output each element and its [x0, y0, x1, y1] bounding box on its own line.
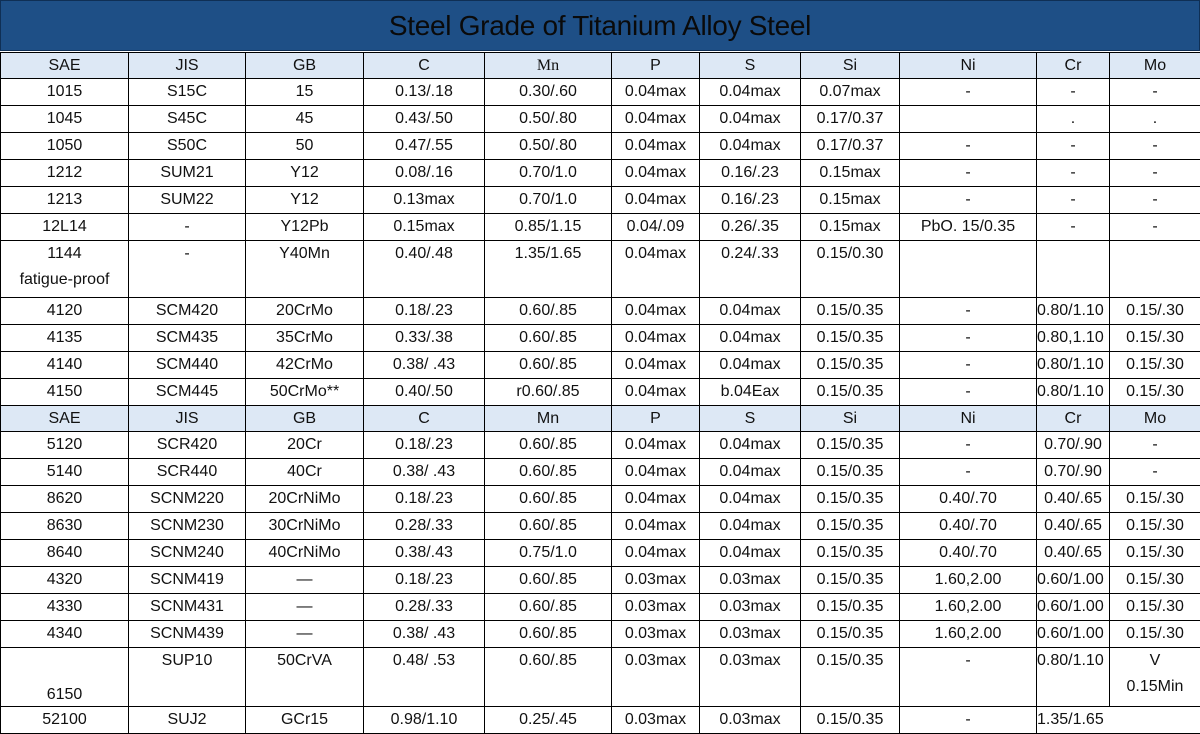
cell-c: 0.18/.23	[364, 567, 485, 594]
cell-sae: 1015	[1, 79, 129, 106]
cell-gb: —	[246, 621, 364, 648]
cell-sae: 4340	[1, 621, 129, 648]
column-header-ni: Ni	[900, 406, 1037, 432]
column-header-s: S	[700, 53, 801, 79]
cell-mo: -	[1110, 214, 1200, 241]
cell-p: 0.04max	[612, 298, 700, 325]
cell-jis: SCNM439	[129, 621, 246, 648]
cell-si: 0.15/0.35	[801, 352, 900, 379]
cell-cr: -	[1037, 133, 1110, 160]
table-row	[1, 459, 1200, 486]
cell-sae: 12L14	[1, 214, 129, 241]
column-header-sae: SAE	[1, 53, 129, 79]
cell-c: 0.38/.43	[364, 540, 485, 567]
table-row	[1, 594, 1200, 621]
table-row	[1, 540, 1200, 567]
cell-c: 0.47/.55	[364, 133, 485, 160]
cell-si: 0.15/0.35	[801, 379, 900, 406]
cell-cr: 0.40/.65	[1037, 540, 1110, 567]
cell-cr: 0.80/1.10	[1037, 352, 1110, 379]
cell-s: 0.04max	[700, 79, 801, 106]
cell-gb: 50CrMo**	[246, 379, 364, 406]
cell-c: 0.13/.18	[364, 79, 485, 106]
cell-si: 0.15max	[801, 187, 900, 214]
cell-mn: 1.35/1.65	[485, 241, 612, 298]
cell-p: 0.04max	[612, 106, 700, 133]
cell-ni: -	[900, 648, 1037, 707]
cell-si: 0.15/0.35	[801, 459, 900, 486]
cell-gb: Y12	[246, 160, 364, 187]
cell-p: 0.04/.09	[612, 214, 700, 241]
cell-s: 0.03max	[700, 567, 801, 594]
cell-sae: 1045	[1, 106, 129, 133]
cell-s: 0.03max	[700, 707, 801, 734]
table-row	[1, 187, 1200, 214]
table-row	[1, 486, 1200, 513]
cell-c: 0.15max	[364, 214, 485, 241]
cell-gb: 15	[246, 79, 364, 106]
cell-mn: 0.50/.80	[485, 133, 612, 160]
table-row	[1, 648, 1200, 707]
cell-c: 0.18/.23	[364, 486, 485, 513]
cell-mo: 0.15/.30	[1110, 298, 1200, 325]
cell-cr: .	[1037, 106, 1110, 133]
column-header-jis: JIS	[129, 406, 246, 432]
cell-mo: 0.15/.30	[1110, 540, 1200, 567]
cell-sae: 8640	[1, 540, 129, 567]
cell-s: 0.16/.23	[700, 187, 801, 214]
cell-si: 0.15/0.35	[801, 432, 900, 459]
cell-s: 0.03max	[700, 621, 801, 648]
cell-ni: 0.40/.70	[900, 513, 1037, 540]
table-row	[1, 513, 1200, 540]
cell-sae: 6150	[1, 648, 129, 707]
cell-s: b.04Eax	[700, 379, 801, 406]
cell-jis: -	[129, 214, 246, 241]
cell-sae: 1050	[1, 133, 129, 160]
cell-ni: -	[900, 325, 1037, 352]
table-row	[1, 133, 1200, 160]
cell-jis: SCR420	[129, 432, 246, 459]
cell-mn: 0.60/.85	[485, 352, 612, 379]
cell-cr: -	[1037, 160, 1110, 187]
cell-p: 0.04max	[612, 379, 700, 406]
table-row	[1, 432, 1200, 459]
cell-mo	[1110, 648, 1200, 707]
cell-mn: 0.60/.85	[485, 513, 612, 540]
cell-mn: 0.70/1.0	[485, 187, 612, 214]
cell-s: 0.16/.23	[700, 160, 801, 187]
cell-ni	[900, 241, 1037, 298]
column-header-jis: JIS	[129, 53, 246, 79]
table-row	[1, 379, 1200, 406]
table-row	[1, 160, 1200, 187]
cell-p: 0.04max	[612, 133, 700, 160]
cell-mo: 0.15/.30	[1110, 379, 1200, 406]
cell-ni: -	[900, 352, 1037, 379]
table-row	[1, 241, 1200, 298]
table-row	[1, 621, 1200, 648]
cell-p: 0.03max	[612, 594, 700, 621]
column-header-mo: Mo	[1110, 53, 1200, 79]
cell-mn: 0.70/1.0	[485, 160, 612, 187]
cell-cr: 0.80,1.10	[1037, 325, 1110, 352]
cell-mn: 0.60/.85	[485, 648, 612, 707]
cell-p: 0.04max	[612, 432, 700, 459]
cell-s: 0.03max	[700, 594, 801, 621]
cell-jis: SCM445	[129, 379, 246, 406]
cell-sae	[1, 241, 129, 298]
cell-ni: -	[900, 379, 1037, 406]
cell-gb: —	[246, 567, 364, 594]
cell-mo: -	[1110, 133, 1200, 160]
cell-mo: 0.15/.30	[1110, 513, 1200, 540]
table-row	[1, 214, 1200, 241]
cell-ni: -	[900, 432, 1037, 459]
cell-sae: 8620	[1, 486, 129, 513]
cell-gb: 50	[246, 133, 364, 160]
cell-s: 0.04max	[700, 540, 801, 567]
cell-s: 0.26/.35	[700, 214, 801, 241]
cell-mn: 0.85/1.15	[485, 214, 612, 241]
cell-jis: S50C	[129, 133, 246, 160]
cell-p: 0.04max	[612, 352, 700, 379]
cell-s: 0.03max	[700, 648, 801, 707]
cell-jis: SUJ2	[129, 707, 246, 734]
cell-jis: SCM420	[129, 298, 246, 325]
cell-mo	[1110, 241, 1200, 298]
cell-mo: -	[1110, 187, 1200, 214]
cell-si: 0.15/0.35	[801, 486, 900, 513]
cell-gb: 40Cr	[246, 459, 364, 486]
cell-jis: SUM21	[129, 160, 246, 187]
column-header-mo: Mo	[1110, 406, 1200, 432]
column-header-si: Si	[801, 53, 900, 79]
cell-ni: 1.60,2.00	[900, 567, 1037, 594]
cell-jis: SCNM220	[129, 486, 246, 513]
cell-gb: 20CrMo	[246, 298, 364, 325]
cell-ni: 1.60,2.00	[900, 621, 1037, 648]
cell-jis: SCNM240	[129, 540, 246, 567]
cell-sae: 4320	[1, 567, 129, 594]
cell-si: 0.07max	[801, 79, 900, 106]
cell-p: 0.04max	[612, 187, 700, 214]
cell-ni: -	[900, 298, 1037, 325]
cell-gb: 45	[246, 106, 364, 133]
cell-sae: 4120	[1, 298, 129, 325]
cell-c: 0.43/.50	[364, 106, 485, 133]
cell-gb: Y12	[246, 187, 364, 214]
cell-ni: 0.40/.70	[900, 540, 1037, 567]
column-header-c: C	[364, 53, 485, 79]
cell-c: 0.38/ .43	[364, 621, 485, 648]
cell-p: 0.04max	[612, 513, 700, 540]
table-row	[1, 325, 1200, 352]
header-row	[1, 53, 1200, 79]
cell-cr: -	[1037, 187, 1110, 214]
cell-p: 0.03max	[612, 707, 700, 734]
cell-jis: SCNM419	[129, 567, 246, 594]
cell-si: 0.15/0.35	[801, 298, 900, 325]
cell-c: 0.98/1.10	[364, 707, 485, 734]
table-row	[1, 707, 1200, 734]
cell-cr: 0.60/1.00	[1037, 621, 1110, 648]
cell-mn: 0.25/.45	[485, 707, 612, 734]
column-header-cr: Cr	[1037, 406, 1110, 432]
cell-cr: 0.80/1.10	[1037, 298, 1110, 325]
cell-si: 0.15/0.35	[801, 325, 900, 352]
cell-s: 0.04max	[700, 325, 801, 352]
cell-mn: 0.30/.60	[485, 79, 612, 106]
cell-c: 0.08/.16	[364, 160, 485, 187]
cell-cr: 1.35/1.65	[1037, 707, 1200, 734]
cell-gb: 40CrNiMo	[246, 540, 364, 567]
cell-sae: 4330	[1, 594, 129, 621]
cell-mn: 0.60/.85	[485, 432, 612, 459]
cell-jis: SUP10	[129, 648, 246, 707]
cell-cr: 0.40/.65	[1037, 513, 1110, 540]
cell-c: 0.18/.23	[364, 298, 485, 325]
column-header-mn: Mn	[485, 53, 612, 79]
cell-sae: 1213	[1, 187, 129, 214]
column-header-p: P	[612, 53, 700, 79]
cell-jis: SCNM230	[129, 513, 246, 540]
cell-gb: GCr15	[246, 707, 364, 734]
cell-cr: 0.70/.90	[1037, 432, 1110, 459]
cell-ni: -	[900, 160, 1037, 187]
cell-sae: 52100	[1, 707, 129, 734]
cell-ni: -	[900, 187, 1037, 214]
cell-c: 0.33/.38	[364, 325, 485, 352]
table-row	[1, 298, 1200, 325]
cell-mn: 0.60/.85	[485, 325, 612, 352]
cell-gb: 30CrNiMo	[246, 513, 364, 540]
cell-mn: 0.60/.85	[485, 621, 612, 648]
cell-c: 0.28/.33	[364, 594, 485, 621]
cell-gb: 50CrVA	[246, 648, 364, 707]
cell-sae: 5140	[1, 459, 129, 486]
cell-p: 0.04max	[612, 540, 700, 567]
sae-note: fatigue-proof	[1, 267, 128, 293]
cell-ni: PbO. 15/0.35	[900, 214, 1037, 241]
cell-gb: —	[246, 594, 364, 621]
cell-cr: 0.60/1.00	[1037, 594, 1110, 621]
cell-si: 0.17/0.37	[801, 133, 900, 160]
cell-s: 0.04max	[700, 513, 801, 540]
steel-grade-table	[0, 52, 1200, 734]
cell-si: 0.15/0.35	[801, 621, 900, 648]
cell-p: 0.04max	[612, 241, 700, 298]
cell-p: 0.03max	[612, 567, 700, 594]
cell-mo: -	[1110, 160, 1200, 187]
cell-mo: 0.15/.30	[1110, 486, 1200, 513]
cell-c: 0.38/ .43	[364, 459, 485, 486]
cell-s: 0.04max	[700, 432, 801, 459]
cell-mo: 0.15/.30	[1110, 325, 1200, 352]
column-header-gb: GB	[246, 53, 364, 79]
cell-c: 0.13max	[364, 187, 485, 214]
cell-p: 0.04max	[612, 486, 700, 513]
cell-si: 0.15max	[801, 160, 900, 187]
cell-gb: 35CrMo	[246, 325, 364, 352]
cell-sae: 1212	[1, 160, 129, 187]
table-row	[1, 567, 1200, 594]
table-title: Steel Grade of Titanium Alloy Steel	[0, 0, 1200, 51]
column-header-cr: Cr	[1037, 53, 1110, 79]
cell-sae: 5120	[1, 432, 129, 459]
cell-si: 0.15/0.35	[801, 513, 900, 540]
cell-p: 0.03max	[612, 621, 700, 648]
cell-mn: 0.60/.85	[485, 459, 612, 486]
cell-cr: -	[1037, 214, 1110, 241]
cell-cr: 0.70/.90	[1037, 459, 1110, 486]
cell-si: 0.15/0.35	[801, 594, 900, 621]
cell-jis: -	[129, 241, 246, 298]
column-header-sae: SAE	[1, 406, 129, 432]
cell-jis: SCNM431	[129, 594, 246, 621]
cell-si: 0.15max	[801, 214, 900, 241]
cell-ni	[900, 106, 1037, 133]
cell-mo: 0.15/.30	[1110, 621, 1200, 648]
mo-value: 0.15Min	[1110, 674, 1200, 700]
cell-gb: Y12Pb	[246, 214, 364, 241]
cell-ni: -	[900, 459, 1037, 486]
cell-mn: 0.60/.85	[485, 486, 612, 513]
cell-s: 0.04max	[700, 486, 801, 513]
cell-cr: 0.40/.65	[1037, 486, 1110, 513]
cell-mo: -	[1110, 432, 1200, 459]
cell-cr: 0.80/1.10	[1037, 648, 1110, 707]
cell-mo: -	[1110, 459, 1200, 486]
column-header-p: P	[612, 406, 700, 432]
mo-element: V	[1110, 648, 1200, 674]
column-header-mn: Mn	[485, 406, 612, 432]
cell-mo: 0.15/.30	[1110, 567, 1200, 594]
cell-gb: Y40Mn	[246, 241, 364, 298]
cell-cr: 0.80/1.10	[1037, 379, 1110, 406]
cell-si: 0.15/0.35	[801, 540, 900, 567]
cell-si: 0.15/0.35	[801, 567, 900, 594]
cell-s: 0.04max	[700, 298, 801, 325]
cell-c: 0.38/ .43	[364, 352, 485, 379]
cell-c: 0.18/.23	[364, 432, 485, 459]
cell-cr	[1037, 241, 1110, 298]
cell-sae: 4140	[1, 352, 129, 379]
cell-c: 0.40/.50	[364, 379, 485, 406]
cell-s: 0.04max	[700, 106, 801, 133]
table-row	[1, 352, 1200, 379]
cell-ni: 0.40/.70	[900, 486, 1037, 513]
cell-mo: -	[1110, 79, 1200, 106]
cell-si: 0.15/0.30	[801, 241, 900, 298]
cell-jis: SCM440	[129, 352, 246, 379]
cell-jis: SCR440	[129, 459, 246, 486]
cell-s: 0.04max	[700, 133, 801, 160]
cell-mn: 0.60/.85	[485, 594, 612, 621]
sae-grade: 1144	[1, 241, 128, 267]
cell-s: 0.04max	[700, 352, 801, 379]
cell-ni: -	[900, 79, 1037, 106]
cell-mo: 0.15/.30	[1110, 594, 1200, 621]
cell-p: 0.03max	[612, 648, 700, 707]
cell-jis: S45C	[129, 106, 246, 133]
column-header-ni: Ni	[900, 53, 1037, 79]
cell-p: 0.04max	[612, 79, 700, 106]
table-row	[1, 79, 1200, 106]
cell-si: 0.17/0.37	[801, 106, 900, 133]
column-header-si: Si	[801, 406, 900, 432]
cell-cr: -	[1037, 79, 1110, 106]
cell-s: 0.04max	[700, 459, 801, 486]
cell-jis: S15C	[129, 79, 246, 106]
cell-s: 0.24/.33	[700, 241, 801, 298]
column-header-gb: GB	[246, 406, 364, 432]
cell-p: 0.04max	[612, 459, 700, 486]
cell-mn: 0.60/.85	[485, 567, 612, 594]
cell-mo: 0.15/.30	[1110, 352, 1200, 379]
cell-c: 0.48/ .53	[364, 648, 485, 707]
cell-c: 0.40/.48	[364, 241, 485, 298]
cell-c: 0.28/.33	[364, 513, 485, 540]
cell-ni: -	[900, 133, 1037, 160]
cell-si: 0.15/0.35	[801, 648, 900, 707]
cell-gb: 20Cr	[246, 432, 364, 459]
cell-mn: 0.75/1.0	[485, 540, 612, 567]
cell-mo: .	[1110, 106, 1200, 133]
cell-p: 0.04max	[612, 325, 700, 352]
cell-mn: r0.60/.85	[485, 379, 612, 406]
cell-sae: 4150	[1, 379, 129, 406]
cell-ni: 1.60,2.00	[900, 594, 1037, 621]
cell-mn: 0.60/.85	[485, 298, 612, 325]
table-row	[1, 106, 1200, 133]
cell-si: 0.15/0.35	[801, 707, 900, 734]
column-header-c: C	[364, 406, 485, 432]
cell-p: 0.04max	[612, 160, 700, 187]
cell-jis: SUM22	[129, 187, 246, 214]
column-header-s: S	[700, 406, 801, 432]
cell-jis: SCM435	[129, 325, 246, 352]
cell-gb: 42CrMo	[246, 352, 364, 379]
cell-cr: 0.60/1.00	[1037, 567, 1110, 594]
cell-gb: 20CrNiMo	[246, 486, 364, 513]
cell-ni: -	[900, 707, 1037, 734]
header-row	[1, 406, 1200, 432]
cell-sae: 4135	[1, 325, 129, 352]
cell-mn: 0.50/.80	[485, 106, 612, 133]
cell-sae: 8630	[1, 513, 129, 540]
